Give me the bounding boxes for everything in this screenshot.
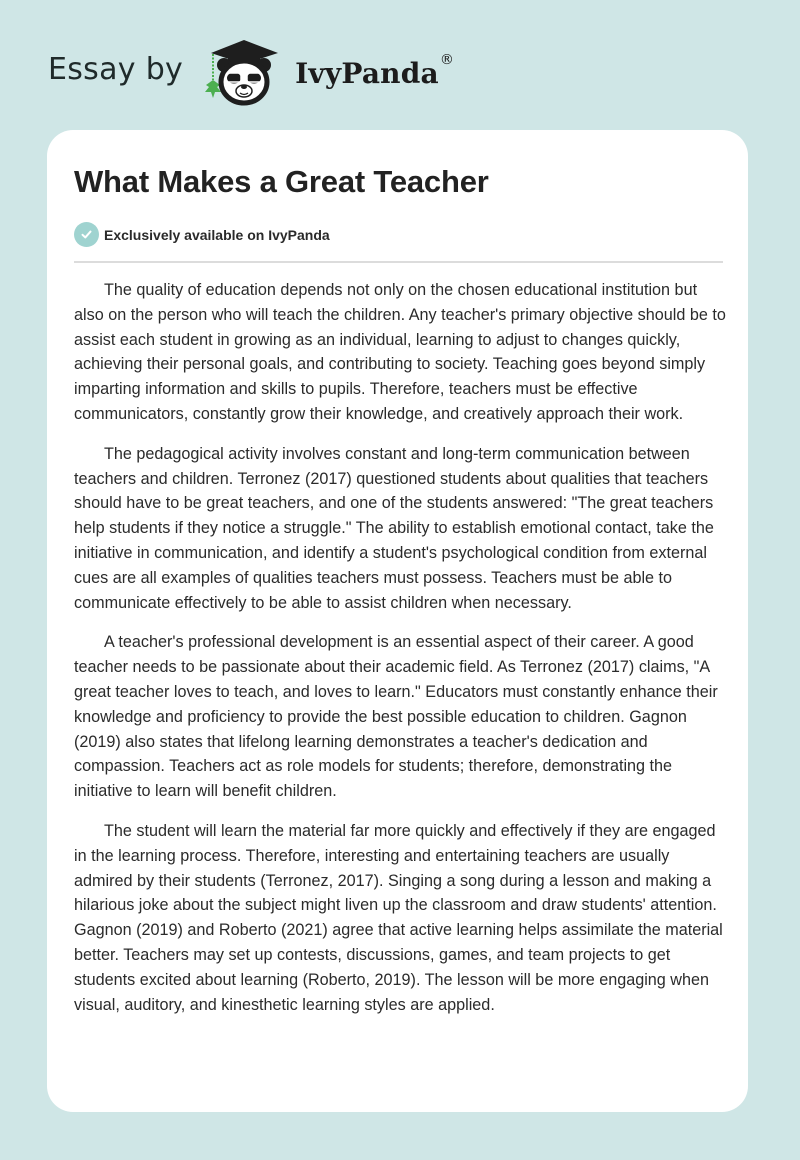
- registered-trademark-mark: ®: [439, 52, 454, 68]
- site-header: [48, 36, 454, 108]
- essay-paragraph: The quality of education depends not only on the chosen educational institution but also on the person who will teach the children. Any teacher's primary objective should be to assist each student in growing as an individual, learning to adjust to changes quickly, achieving their personal goals, and contributing to society. Teaching goes beyond simply imparting information and skills to pupils. Therefore, teachers must be effective communicators, constantly grow their knowledge, and creatively approach their work.: [74, 281, 726, 423]
- essay-by-label: Essay by: [48, 52, 184, 87]
- ivypanda-panda-logo-icon[interactable]: [201, 36, 287, 108]
- essay-paragraph: The student will learn the material far more quickly and effectively if they are engaged in the learning process. Therefore, interesting and entertaining teachers are usually admired by their students (Terronez, 2017). Singing a song during a lesson and making a hilarious joke about the subject might liven up the classroom and draw students' attention. Gagnon (2019) and Roberto (2021) agree that active learning helps assimilate the material better. Teachers may set up contests, discussions, games, and team projects to get students excited about learning (Roberto, 2019). The lesson will be more engaging when visual, auditory, and kinesthetic learning styles are applied.: [74, 821, 723, 1014]
- essay-paragraph: A teacher's professional development is an essential aspect of their career. A good teacher needs to be passionate about their academic field. As Terronez (2017) claims, "A great teacher loves to teach, and loves to learn." Educators must constantly enhance their knowledge and proficiency to provide the best possible education to children. Gagnon (2019) also states that lifelong learning demonstrates a teacher's dedication and compassion. Teachers act as role models for students; therefore, demonstrating the initiative to learn will benefit children.: [74, 633, 718, 801]
- check-circle-icon: [74, 222, 99, 247]
- essay-body: [74, 278, 726, 1032]
- exclusive-availability-label: Exclusively available on IvyPanda: [104, 226, 330, 243]
- exclusive-availability-badge: [74, 222, 330, 247]
- title-divider: [74, 261, 723, 263]
- ivypanda-brand-name[interactable]: IvyPanda: [295, 56, 439, 90]
- essay-card: [47, 130, 748, 1112]
- essay-title: What Makes a Great Teacher: [74, 164, 489, 199]
- essay-paragraph: The pedagogical activity involves constant and long-term communication between teachers and children. Terronez (2017) questioned students about qualities that teachers should have to be great teachers, and one of the students answered: "The great teachers help students if they notice a struggle." The ability to establish emotional contact, take the initiative in communication, and identify a student's psychological condition from external cues are all examples of qualities teachers must possess. Teachers must be able to communicate effectively to be able to assist children when necessary.: [74, 444, 714, 612]
